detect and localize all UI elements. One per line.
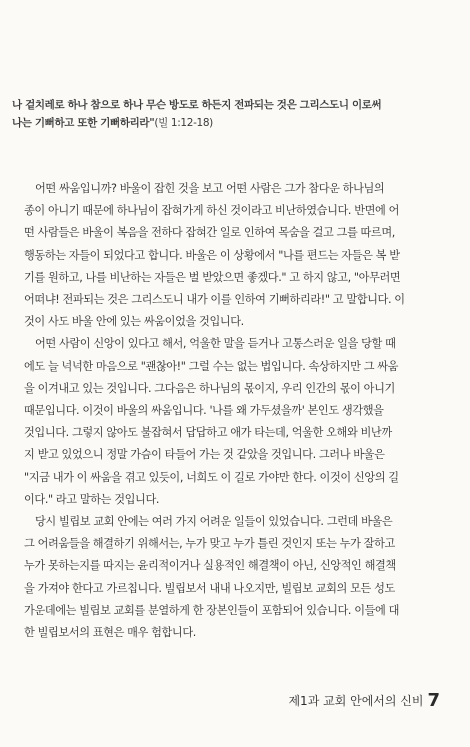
text-line: 어떠냐! 전파되는 것은 그리스도니 내가 이를 인하여 기뻐하리라!" 고 말합니다. 이 (24, 293, 405, 307)
paragraph-1 (24, 178, 444, 333)
text-line: 그 어려움들을 해결하기 위해서는, 누가 맞고 누가 틀린 것인지 또는 누가 잘하고 (24, 537, 395, 551)
body-text (24, 178, 444, 644)
text-line: 에도 늘 넉넉한 마음으로 "괜찮아!" 그럴 수는 없는 법입니다. 속상하지만 그 싸움 (24, 359, 399, 373)
text-line: 누가 못하는지를 따지는 윤리적이거나 실용적인 해결책이 아닌, 신앙적인 해결책 (24, 559, 396, 573)
page-footer (288, 690, 440, 711)
text-line: 것입니다. 그렇지 않아도 불잡혀서 답답하고 애가 타는데, 억울한 오해와 비난까 (24, 426, 392, 440)
scripture-quote (12, 96, 462, 132)
text-line: "지금 내가 이 싸움을 겪고 있듯이, 너희도 이 길로 가야만 한다. 이것이 신앙의 길 (24, 470, 399, 484)
text-line: 떤 사람들은 바울이 복음을 전하다 잡혀간 일로 인하여 목숨을 걸고 그를 따르며, (24, 226, 395, 240)
text-line: 어떤 싸움입니까? 바울이 잡힌 것을 보고 어떤 사람은 그가 참다운 하나님의 (35, 182, 385, 195)
scripture-reference: (빌 1:12-18) (154, 117, 213, 129)
text-line: 이다." 라고 말하는 것입니다. (24, 492, 160, 506)
text-line: 어떤 사람이 신앙이 있다고 해서, 억울한 말을 듣거나 고통스러운 일을 당할 때 (35, 337, 396, 351)
text-line: 을 가져야 한다고 가르칩니다. 빌립보서 내내 나오지만, 빌립보 교회의 모든 성도 (24, 581, 395, 595)
text-line: 것이 사도 바울 안에 있는 싸움이었을 것입니다. (24, 315, 244, 329)
text-line: 종이 아니기 때문에 하나님이 잡혀가게 하신 것이라고 비난하였습니다. 반면에 어 (24, 204, 399, 218)
paragraph-2 (24, 333, 444, 511)
text-line: 한 빌립보서의 표현은 매우 험합니다. (24, 626, 196, 640)
text-line: 당시 빌립보 교회 안에는 여러 가지 어려운 일들이 있었습니다. 그런데 바울은 (35, 515, 393, 529)
quote-line (12, 114, 462, 132)
text-line: 지 받고 있었으니 정말 가슴이 타들어 가는 것 같았을 것입니다. 그러나 바울은 (24, 448, 385, 462)
text-line: 을 이겨내고 있는 것입니다. 그다음은 하나님의 몫이지, 우리 인간의 몫이 아니기 (24, 381, 395, 395)
text-line: 행동하는 자들이 되었다고 합니다. 바울은 이 상황에서 "나를 편드는 자들은 복 받 (24, 248, 400, 262)
quote-line-text: 나는 기뻐하고 또한 기뻐하리라" (12, 117, 155, 129)
page-number: 7 (427, 690, 440, 711)
paragraph-3 (24, 511, 444, 644)
chapter-title: 제1과 교회 안에서의 신비 (288, 694, 424, 708)
text-line: 기를 원하고, 나를 비난하는 자들은 벌 받았으면 좋겠다." 고 하지 않고, "아무러면 (24, 270, 401, 284)
quote-line: 나 겉치레로 하나 참으로 하나 무슨 방도로 하든지 전파되는 것은 그리스도니 이로써 (12, 99, 382, 111)
text-line: 가운데에는 빌립보 교회를 분열하게 한 장본인들이 포함되어 있습니다. 이들에 대 (24, 603, 399, 617)
text-line: 때문입니다. 이것이 바울의 싸움입니다. '나를 왜 가두셨을까' 본인도 생각했을 (24, 404, 384, 418)
